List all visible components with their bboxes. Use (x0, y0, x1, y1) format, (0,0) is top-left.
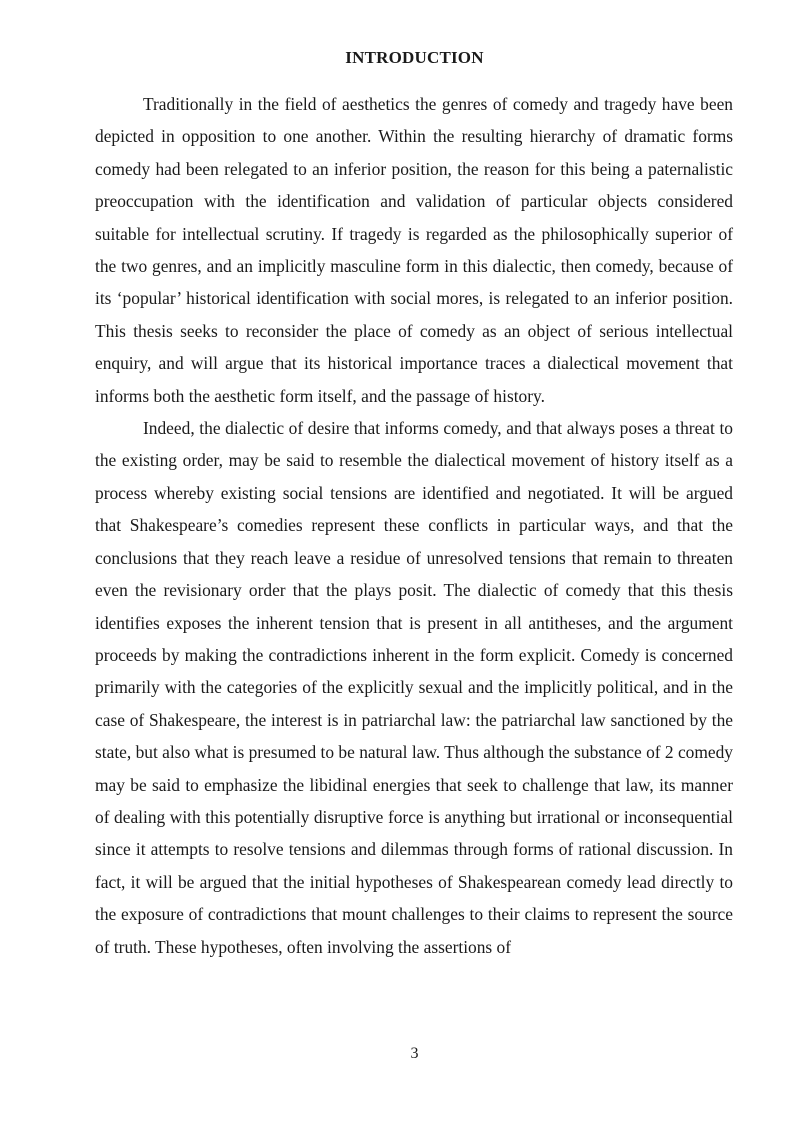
paragraph-2: Indeed, the dialectic of desire that informs comedy, and that always poses a threat to the existing order, may be said to resemble the dialectical movement of history itself as a process whereby existing social tensions are identified and negotiated. It will be argued that Shakespeare’s comedies represent these conflicts in particular ways, and that the conclusions that they reach leave a residue of unresolved tensions that remain to threaten even the revisionary order that the plays posit. The dialectic of comedy that this thesis identifies exposes the inherent tension that is present in all antitheses, and the argument proceeds by making the contradictions inherent in the form explicit. Comedy is concerned primarily with the categories of the explicitly sexual and the implicitly political, and in the case of Shakespeare, the interest is in patriarchal law: the patriarchal law sanctioned by the state, but also what is presumed to be natural law. Thus although the substance of 2 comedy may be said to emphasize the libidinal energies that seek to challenge that law, its manner of dealing with this potentially disruptive force is anything but irrational or inconsequential since it attempts to resolve tensions and dilemmas through forms of rational discussion. In fact, it will be argued that the initial hypotheses of Shakespearean comedy lead directly to the exposure of contradictions that mount challenges to their claims to represent the source of truth. These hypotheses, often involving the assertions of (95, 418, 733, 957)
page-number: 3 (410, 1045, 419, 1062)
paragraph-1: Traditionally in the field of aesthetics the genres of comedy and tragedy have been depicted in opposition to one another. Within the resulting hierarchy of dramatic forms comedy had been relegated to an inferior position, the reason for this being a paternalistic preoccupation with the identification and validation of particular objects considered suitable for intellectual scrutiny. If tragedy is regarded as the philosophically superior of the two genres, and an implicitly masculine form in this dialectic, then comedy, because of its ‘popular’ historical identification with social mores, is relegated to an inferior position. This thesis seeks to reconsider the place of comedy as an object of serious intellectual enquiry, and will argue that its historical importance traces a dialectical movement that informs both the aesthetic form itself, and the passage of history. (95, 94, 733, 406)
page-heading: INTRODUCTION (345, 48, 484, 67)
body-text (95, 88, 733, 963)
